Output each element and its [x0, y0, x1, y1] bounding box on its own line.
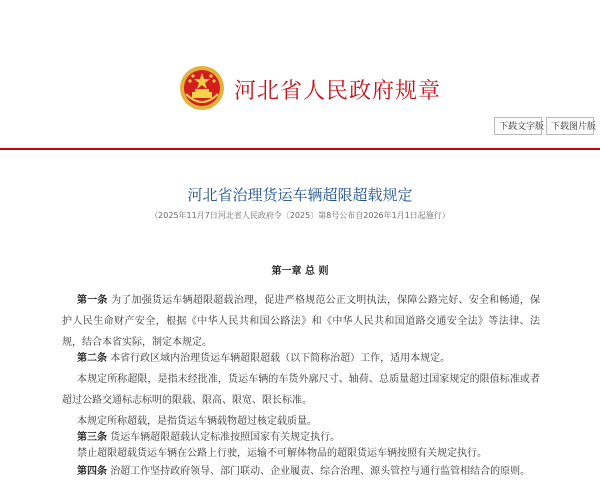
- article-text: 货运车辆超限超载认定标准按照国家有关规定执行。: [110, 432, 341, 443]
- article-number: 第四条: [77, 466, 107, 477]
- article-text: 本省行政区域内治理货运车辆超限超载（以下简称治超）工作，适用本规定。: [110, 353, 451, 364]
- national-emblem-icon: [178, 64, 226, 112]
- article-paragraph: [62, 290, 540, 353]
- article-paragraph: [62, 461, 540, 503]
- article-text: 禁止超限超载货运车辆在公路上行驶，运输不可解体物品的超限货运车辆按照有关规定执行。: [77, 448, 487, 459]
- article-number: 第一条: [77, 295, 108, 306]
- header-divider: [0, 148, 600, 150]
- download-image-version-button[interactable]: 下载图片版: [546, 117, 594, 135]
- site-header: [0, 0, 600, 148]
- article-text: 本规定所称超限，是指未经批准，货运车辆的车货外廓尺寸、轴荷、总质量超过国家规定的限值标准或者超过公路交通标志标明的限载、限高、限宽、限长标准。: [62, 374, 540, 406]
- article-number: 第二条: [77, 353, 107, 364]
- article-text: 本规定所称超载，是指货运车辆载物超过核定载质量。: [77, 416, 317, 427]
- article-text: 治超工作坚持政府领导、部门联动、企业履责、综合治理、源头管控与通行监管相结合的原则。: [110, 466, 531, 477]
- site-title: 河北省人民政府规章: [234, 79, 442, 104]
- article-paragraph: [62, 369, 540, 411]
- article-text: 为了加强货运车辆超限超载治理，促进严格规范公正文明执法，保障公路完好、安全和畅通，保护人民生命财产安全，根据《中华人民共和国公路法》和《中华人民共和国道路交通安全法》等法律、法规，结合本省实际，制定本规定。: [62, 295, 540, 348]
- chapter-heading: 第一章 总 则: [271, 266, 329, 277]
- document-subtitle: （2025年11月7日河北省人民政府令〔2025〕第8号公布自2026年1月1日起施行）: [150, 211, 450, 220]
- document-title: 河北省治理货运车辆超限超载规定: [187, 186, 413, 204]
- article-paragraph: [62, 348, 540, 369]
- article-number: 第三条: [77, 432, 107, 443]
- download-text-version-button[interactable]: 下载文字版: [494, 117, 542, 135]
